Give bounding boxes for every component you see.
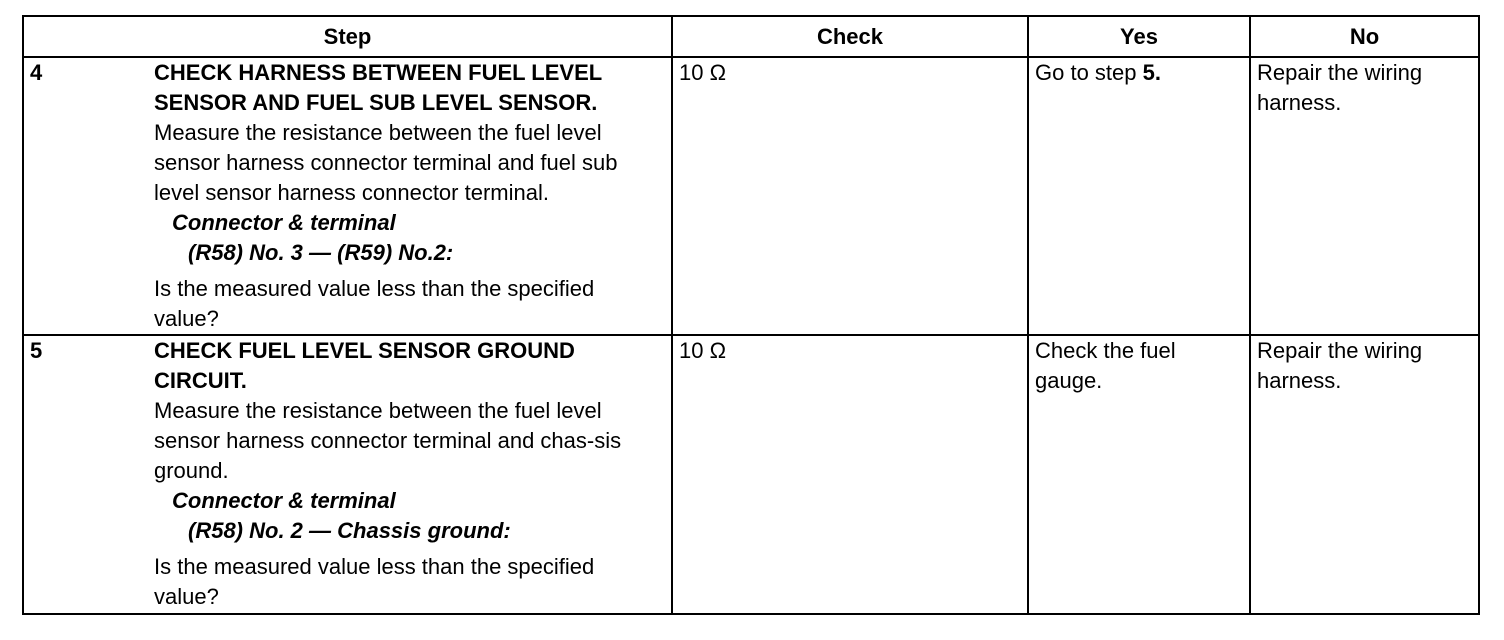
connector-value: (R58) No. 2 — Chassis ground: bbox=[188, 518, 511, 543]
yes-action: Check the fuel gauge. bbox=[1028, 335, 1250, 614]
diagnostic-table bbox=[22, 15, 1480, 615]
check-value: 10 Ω bbox=[672, 57, 1028, 335]
step-instruction: Measure the resistance between the fuel level sensor harness connector terminal and fuel sub level sensor harness connector terminal. bbox=[154, 120, 618, 205]
yes-action bbox=[1028, 57, 1250, 335]
connector-label: Connector & terminal bbox=[172, 488, 396, 513]
header-step: Step bbox=[23, 16, 672, 57]
table-row bbox=[23, 335, 1479, 614]
step-number: 4 bbox=[23, 57, 148, 335]
no-action: Repair the wiring harness. bbox=[1250, 335, 1479, 614]
table-row bbox=[23, 57, 1479, 335]
step-instruction: Measure the resistance between the fuel level sensor harness connector terminal and chas-sis ground. bbox=[154, 398, 622, 483]
header-check: Check bbox=[672, 16, 1028, 57]
step-description bbox=[148, 57, 672, 335]
yes-action-text: Go to step bbox=[1035, 60, 1143, 85]
no-action: Repair the wiring harness. bbox=[1250, 57, 1479, 335]
header-no: No bbox=[1250, 16, 1479, 57]
header-yes: Yes bbox=[1028, 16, 1250, 57]
step-number: 5 bbox=[23, 335, 148, 614]
connector-value: (R58) No. 3 — (R59) No.2: bbox=[188, 240, 454, 265]
yes-step-reference: 5. bbox=[1142, 60, 1161, 85]
step-question: Is the measured value less than the specified value? bbox=[154, 554, 595, 609]
check-value: 10 Ω bbox=[672, 335, 1028, 614]
step-description bbox=[148, 335, 672, 614]
step-title: CHECK HARNESS BETWEEN FUEL LEVEL SENSOR AND FUEL SUB LEVEL SENSOR. bbox=[154, 60, 602, 115]
step-title: CHECK FUEL LEVEL SENSOR GROUND CIRCUIT. bbox=[154, 338, 575, 393]
step-question: Is the measured value less than the specified value? bbox=[154, 276, 595, 331]
connector-label: Connector & terminal bbox=[172, 210, 396, 235]
table-header-row bbox=[23, 16, 1479, 57]
